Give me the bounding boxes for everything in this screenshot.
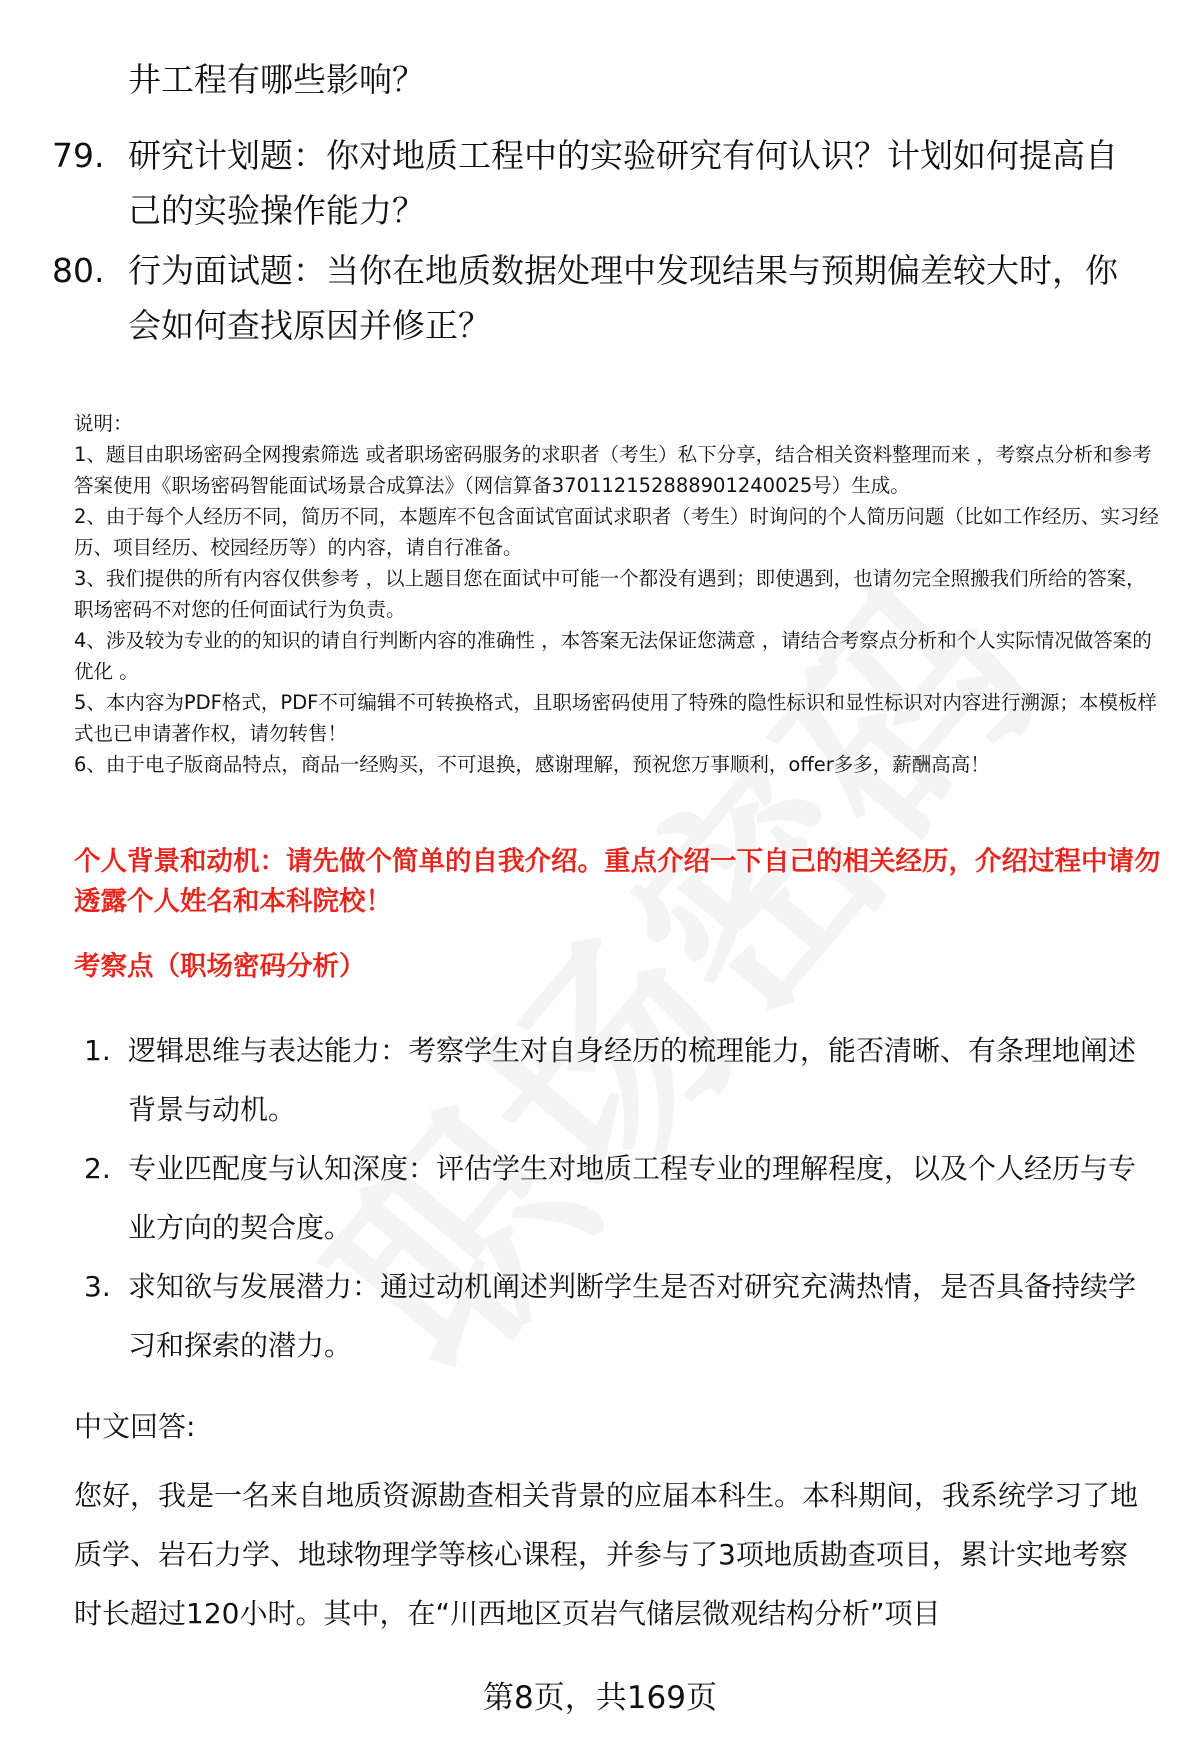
page-footer: 第8页，共169页 [483,1680,717,1716]
points-list [84,1021,1144,1375]
point-text: 逻辑思维与表达能力：考察学生对自身经历的梳理能力，能否清晰、有条理地阐述背景与动机。 [128,1034,1137,1126]
point-item [84,1021,1144,1139]
point-text: 求知欲与发展潜力：通过动机阐述判断学生是否对研究充满热情，是否具备持续学习和探索的潜力。 [128,1270,1137,1362]
note-item: 3、我们提供的所有内容仅供参考 ，以上题目您在面试中可能一个都没有遇到；即使遇到，也请勿完全照搬我们所给的答案，职场密码不对您的任何面试行为负责。 [74,567,1146,621]
notes-section [74,408,1164,780]
note-item: 1、题目由职场密码全网搜索筛选 或者职场密码服务的求职者（考生）私下分享，结合相关资料整理而来 ，考察点分析和参考答案使用《职场密码智能面试场景合成算法》（网信算备370112152888901240025号）生成。 [74,443,1152,497]
point-number: 2. [84,1152,111,1185]
point-text: 专业匹配度与认知深度：评估学生对地质工程专业的理解程度，以及个人经历与专业方向的契合度。 [128,1152,1137,1244]
points-title: 考察点（职场密码分析） [74,951,366,982]
question-number: 80. [52,251,105,290]
note-item: 5、本内容为PDF格式，PDF不可编辑不可转换格式，且职场密码使用了特殊的隐性标识和显性标识对内容进行溯源；本模板样式也已申请著作权，请勿转售！ [74,691,1157,745]
notes-title: 说明： [74,412,133,435]
point-number: 3. [84,1270,111,1303]
point-item [84,1139,1144,1257]
question-continuation: 井工程有哪些影响？ [128,60,425,99]
answer-text: 您好，我是一名来自地质资源勘查相关背景的应届本科生。本科期间，我系统学习了地质学、岩石力学、地球物理学等核心课程，并参与了3项地质勘查项目，累计实地考察时长超过120小时。其中，在“川西地区页岩气储层微观结构分析”项目 [74,1479,1139,1630]
note-item: 4、涉及较为专业的的知识的请自行判断内容的准确性 ，本答案无法保证您满意 ，请结合考察点分析和个人实际情况做答案的优化 。 [74,629,1152,683]
point-item [84,1257,1144,1375]
question-number: 79. [52,136,105,175]
note-item: 2、由于每个人经历不同，简历不同，本题库不包含面试官面试求职者（考生）时询问的个人简历问题（比如工作经历、实习经历、项目经历、校园经历等）的内容，请自行准备。 [74,505,1159,559]
section-heading: 个人背景和动机：请先做个简单的自我介绍。重点介绍一下自己的相关经历，介绍过程中请勿透露个人姓名和本科院校！ [74,846,1161,917]
note-item: 6、由于电子版商品特点，商品一经购买，不可退换，感谢理解，预祝您万事顺利，offer多多，薪酬高高！ [74,753,990,776]
answer-label: 中文回答: [74,1410,196,1443]
point-number: 1. [84,1034,111,1067]
question-text: 研究计划题：你对地质工程中的实验研究有何认识？计划如何提高自己的实验操作能力？ [128,136,1118,230]
question-text: 行为面试题：当你在地质数据处理中发现结果与预期偏差较大时，你会如何查找原因并修正？ [128,251,1118,345]
